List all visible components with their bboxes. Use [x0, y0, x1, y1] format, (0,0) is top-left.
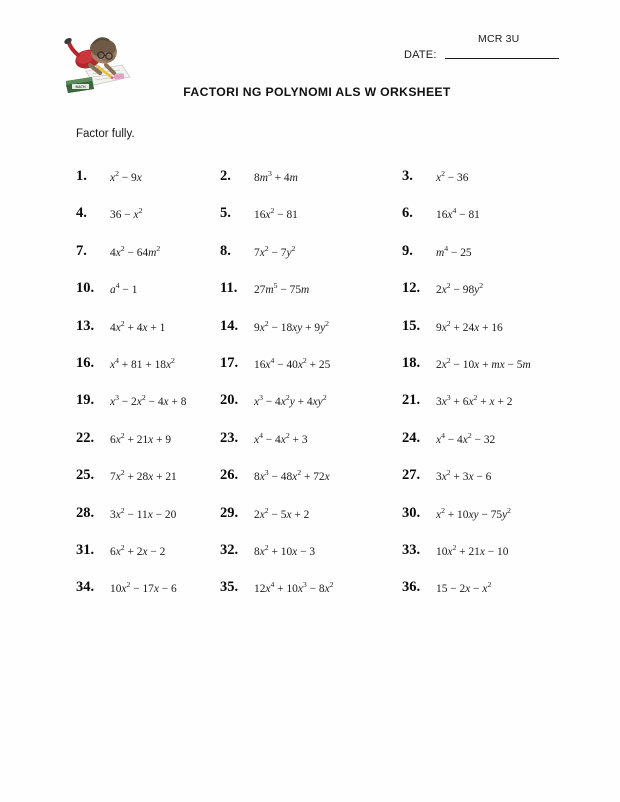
problem-number: 18.: [402, 354, 421, 371]
problem-number: 2.: [220, 168, 231, 184]
problem-number: 14.: [220, 317, 239, 334]
problem-33[interactable]: [402, 542, 508, 559]
problem-number: 28.: [76, 504, 95, 521]
problem-number: 10.: [76, 280, 95, 297]
problem-expression: $2x^2 - 10x$ + mx − 5m: [436, 356, 531, 371]
problem-29[interactable]: [220, 505, 309, 522]
problem-26[interactable]: [220, 467, 330, 484]
problem-expression: $6x^2 + 21x + 9$: [110, 430, 172, 446]
problem-number: 34.: [76, 579, 95, 596]
problem-row: [0, 243, 620, 280]
date-label: DATE:: [404, 49, 437, 61]
problem-grid: [0, 168, 620, 617]
problem-row: [0, 355, 620, 392]
problem-7[interactable]: [76, 243, 160, 260]
problem-number: 1.: [76, 168, 87, 184]
problem-expression: $x^3 - 4x^2y + 4xy^2$: [254, 393, 327, 409]
problem-16[interactable]: [76, 355, 175, 372]
problem-number: 17.: [220, 354, 239, 371]
problem-row: [0, 430, 620, 467]
problem-number: 4.: [76, 205, 87, 222]
problem-row: [0, 205, 620, 242]
problem-number: 8.: [220, 242, 231, 259]
problem-expression: $m^4 - 25$: [436, 243, 472, 259]
problem-row: [0, 467, 620, 504]
problem-31[interactable]: [76, 542, 165, 559]
problem-expression: $3x^3 + 6x^2 + x + 2$: [436, 393, 513, 409]
problem-27[interactable]: [402, 467, 491, 484]
problem-number: 3.: [402, 168, 413, 184]
problem-1[interactable]: [76, 168, 142, 185]
problem-expression: $16x^2 - 81$: [254, 206, 298, 222]
problem-32[interactable]: [220, 542, 315, 559]
problem-14[interactable]: [220, 318, 329, 335]
problem-19[interactable]: [76, 392, 186, 409]
problem-expression: $15 - 2x - x^2$: [436, 580, 492, 596]
problem-number: 9.: [402, 242, 413, 259]
problem-25[interactable]: [76, 467, 177, 484]
problem-2[interactable]: [220, 168, 298, 185]
problem-number: 25.: [76, 467, 95, 484]
problem-number: 24.: [402, 429, 421, 446]
date-field[interactable]: [404, 49, 559, 61]
problem-row: [0, 505, 620, 542]
problem-36[interactable]: [402, 579, 491, 596]
problem-number: 26.: [220, 467, 239, 484]
problem-expression: $x^4 + 81 + 18x^2$: [110, 356, 175, 371]
problem-24[interactable]: [402, 430, 495, 447]
problem-23[interactable]: [220, 430, 308, 447]
problem-expression: $x^4 - 4x^2 - 32$: [436, 430, 496, 446]
problem-expression: $2x^2 - 98y^2$: [436, 281, 484, 297]
problem-row: [0, 542, 620, 579]
course-code: MCR 3U: [478, 33, 520, 45]
problem-22[interactable]: [76, 430, 171, 447]
problem-number: 19.: [76, 392, 95, 409]
problem-28[interactable]: [76, 505, 176, 522]
problem-number: 12.: [402, 280, 421, 297]
problem-expression: $9x^2 - 18xy + 9y^2$: [254, 318, 330, 334]
problem-expression: $4x^2 + 4x + 1$: [110, 318, 166, 334]
problem-6[interactable]: [402, 205, 480, 222]
problem-number: 22.: [76, 429, 95, 446]
problem-number: 11.: [220, 280, 238, 297]
problem-expression: $10x^2 + 21x - 10$: [436, 543, 509, 558]
problem-expression: $8m^3 + 4m$: [254, 169, 298, 184]
problem-35[interactable]: [220, 579, 334, 596]
problem-expression: $8x^3 - 48x^2 + 72x$: [254, 468, 330, 484]
problem-expression: $9x^2 + 24x + 16$: [436, 318, 503, 334]
problem-number: 7.: [76, 242, 87, 259]
problem-number: 23.: [220, 429, 239, 446]
problem-row: [0, 392, 620, 429]
problem-number: 13.: [76, 317, 95, 334]
svg-text:MATH: MATH: [75, 85, 86, 89]
problem-row: [0, 280, 620, 317]
problem-number: 16.: [76, 354, 95, 371]
problem-4[interactable]: [76, 205, 142, 222]
problem-number: 35.: [220, 579, 239, 596]
problem-13[interactable]: [76, 318, 165, 335]
problem-expression: $6x^2 + 2x - 2$: [110, 543, 166, 558]
problem-expression: $27m^5 - 75m$: [254, 281, 310, 297]
problem-34[interactable]: [76, 579, 177, 596]
problem-expression: $x^2 + 10xy - 75y^2$: [436, 505, 512, 521]
problem-3[interactable]: [402, 168, 468, 185]
problem-row: [0, 318, 620, 355]
problem-number: 30.: [402, 504, 421, 521]
problem-expression: $a^4 - 1$: [110, 281, 138, 297]
problem-expression: $4x^2 - 64m^2$: [110, 243, 161, 259]
problem-expression: $3x^2 - 11x - 20$: [110, 505, 177, 521]
problem-number: 29.: [220, 504, 239, 521]
problem-12[interactable]: [402, 280, 483, 297]
problem-number: 31.: [76, 541, 95, 558]
problem-expression: $16x^4 - 81$: [436, 206, 480, 222]
problem-30[interactable]: [402, 505, 511, 522]
problem-number: 27.: [402, 467, 421, 484]
problem-expression: $x^2 - 9x$: [110, 169, 142, 184]
problem-expression: $16x^4 - 40x^2 + 25$: [254, 356, 331, 371]
problem-expression: $7x^2 - 7y^2$: [254, 243, 296, 259]
problem-18[interactable]: [402, 355, 531, 372]
problem-number: 21.: [402, 392, 421, 409]
problem-row: [0, 579, 620, 616]
problem-20[interactable]: [220, 392, 327, 409]
problem-number: 6.: [402, 205, 413, 222]
problem-9[interactable]: [402, 243, 472, 260]
page-title: FACTORI NG POLYNOMI ALS W ORKSHEET: [183, 85, 451, 99]
problem-expression: $3x^2 + 3x - 6$: [436, 468, 492, 484]
problem-expression: $x^3 - 2x^2 - 4x + 8$: [110, 393, 187, 409]
problem-expression: $x^2 - 36$: [436, 169, 469, 184]
problem-expression: $7x^2 + 28x + 21$: [110, 468, 177, 484]
problem-number: 20.: [220, 392, 239, 409]
problem-expression: $36 - x^2$: [110, 206, 143, 222]
problem-expression: $8x^2 + 10x - 3$: [254, 543, 316, 558]
problem-15[interactable]: [402, 318, 503, 335]
date-blank-line[interactable]: [445, 58, 559, 59]
problem-number: 33.: [402, 541, 421, 558]
problem-17[interactable]: [220, 355, 330, 372]
problem-number: 5.: [220, 205, 231, 222]
problem-expression: $x^4 - 4x^2 + 3$: [254, 430, 308, 446]
problem-number: 15.: [402, 317, 421, 334]
problem-expression: $2x^2 - 5x + 2$: [254, 505, 310, 521]
problem-10[interactable]: [76, 280, 137, 297]
problem-number: 32.: [220, 541, 239, 558]
problem-number: 36.: [402, 579, 421, 596]
problem-11[interactable]: [220, 280, 309, 297]
problem-8[interactable]: [220, 243, 295, 260]
problem-21[interactable]: [402, 392, 512, 409]
problem-expression: $12x^4 + 10x^3 - 8x^2$: [254, 580, 334, 596]
problem-5[interactable]: [220, 205, 298, 222]
instruction-text: Factor fully.: [76, 128, 135, 140]
problem-expression: $10x^2 - 17x - 6$: [110, 580, 177, 596]
problem-row: [0, 168, 620, 205]
